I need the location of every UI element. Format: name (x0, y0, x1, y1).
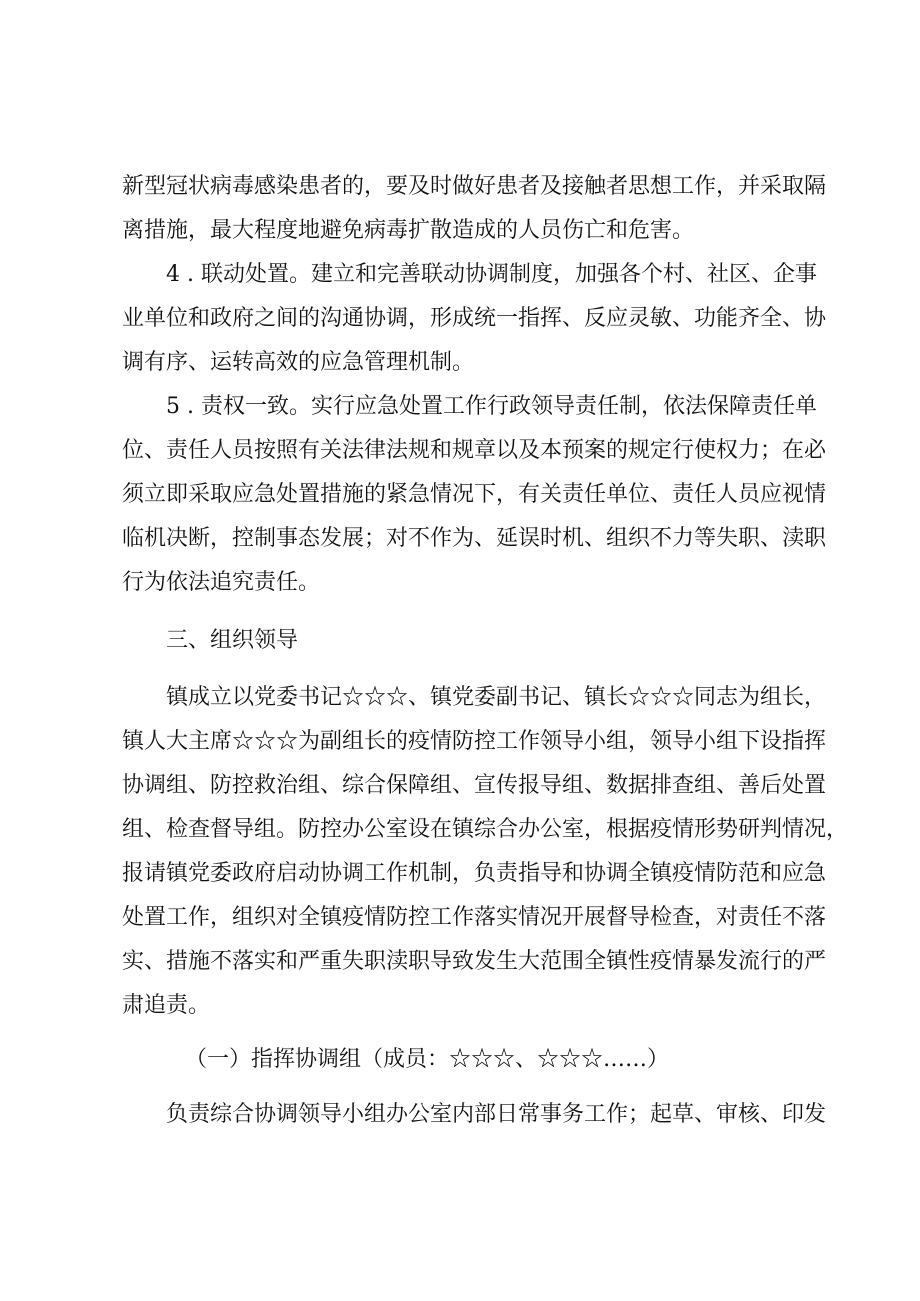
paragraph-line: 临机决断，控制事态发展；对不作为、延误时机、组织不力等失职、渎职 (122, 526, 827, 551)
paragraph-line: 镇人大主席☆☆☆为副组长的疫情防控工作领导小组，领导小组下设指挥 (122, 729, 827, 754)
paragraph-line: 肃追责。 (122, 993, 211, 1018)
section-heading: 三、组织领导 (166, 628, 299, 653)
paragraph-line: 镇成立以党委书记☆☆☆、镇党委副书记、镇长☆☆☆同志为组长， (166, 685, 827, 710)
paragraph-line: 新型冠状病毒感染患者的，要及时做好患者及接触者思想工作，并采取隔 (122, 174, 827, 199)
paragraph-line: 调有序、运转高效的应急管理机制。 (122, 350, 475, 375)
paragraph-line: 协调组、防控救治组、综合保障组、宣传报导组、数据排查组、善后处置 (122, 773, 827, 798)
paragraph-line: 实、措施不落实和严重失职渎职导致发生大范围全镇性疫情暴发流行的严 (122, 949, 827, 974)
paragraph-line: 须立即采取应急处置措施的紧急情况下，有关责任单位、责任人员应视情 (122, 482, 827, 507)
subsection-heading: （一）指挥协调组（成员：☆☆☆、☆☆☆……） (185, 1047, 670, 1072)
paragraph-line: 离措施，最大程度地避免病毒扩散造成的人员伤亡和危害。 (122, 218, 695, 243)
paragraph-line: 位、责任人员按照有关法律法规和规章以及本预案的规定行使权力；在必 (122, 438, 827, 463)
paragraph-line: 组、检查督导组。防控办公室设在镇综合办公室，根据疫情形势研判情况， (122, 817, 849, 842)
paragraph-line: 业单位和政府之间的沟通协调，形成统一指挥、反应灵敏、功能齐全、协 (122, 306, 827, 331)
paragraph-line: 负责综合协调领导小组办公室内部日常事务工作；起草、审核、印发 (166, 1102, 827, 1127)
paragraph-line: 5 . 责权一致。实行应急处置工作行政领导责任制，依法保障责任单 (166, 394, 817, 419)
paragraph-line: 行为依法追究责任。 (122, 570, 321, 595)
paragraph-line: 处置工作，组织对全镇疫情防控工作落实情况开展督导检查，对责任不落 (122, 905, 827, 930)
paragraph-line: 报请镇党委政府启动协调工作机制，负责指导和协调全镇疫情防范和应急 (122, 861, 827, 886)
paragraph-line: 4 . 联动处置。建立和完善联动协调制度，加强各个村、社区、企事 (166, 262, 817, 287)
